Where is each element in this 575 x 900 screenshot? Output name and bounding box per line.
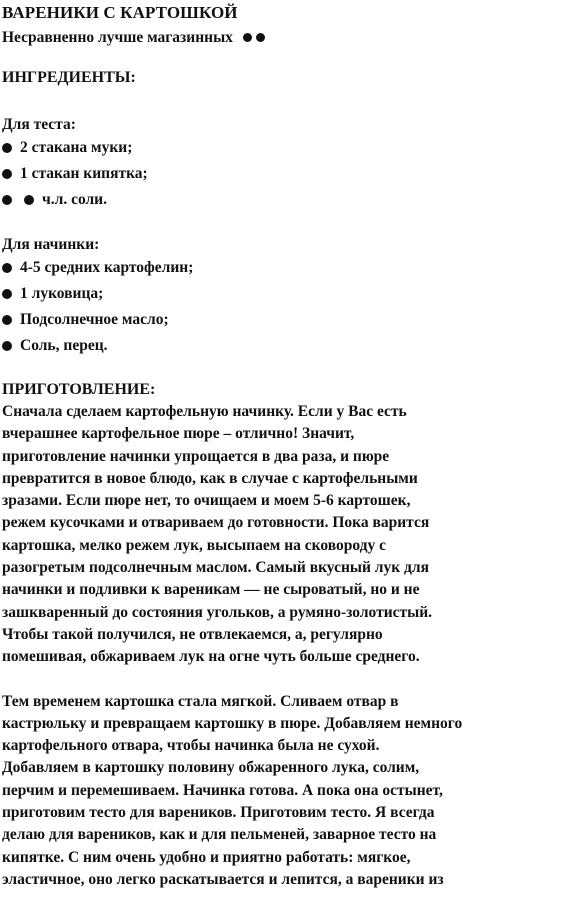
paragraph-line: помешивая, обжариваем лук на огне чуть больше среднего. — [2, 648, 420, 666]
list-item — [2, 333, 568, 359]
paragraph-line: Сначала сделаем картофельную начинку. Если у Вас есть — [2, 403, 407, 420]
list-item-text: Соль, перец. — [20, 337, 108, 354]
bullet-icon — [2, 289, 12, 299]
paragraph-line: превратится в новое блюдо, как в случае с картофельными — [2, 469, 418, 487]
paragraph-line: перчим и перемешиваем. Начинка готова. А пока она остынет, — [2, 781, 443, 799]
recipe-subtitle — [2, 27, 568, 49]
list-item-text: Подсолнечное масло; — [20, 311, 169, 328]
list-item — [2, 281, 568, 307]
preparation-heading: ПРИГОТОВЛЕНИЕ: — [2, 381, 156, 398]
dough-label: Для теста: — [2, 116, 76, 133]
paragraph-line: Тем временем картошка стала мягкой. Сливаем отвар в — [2, 692, 399, 710]
dough-ingredient-list — [2, 135, 568, 213]
paragraph-line: Чтобы такой получился, не отвлекаемся, а, регулярно — [2, 625, 383, 643]
recipe-title: ВАРЕНИКИ С КАРТОШКОЙ — [2, 3, 238, 22]
paragraph-line: делаю для вареников, как и для пельменей, заварное тесто на — [2, 826, 437, 844]
bullet-icon — [24, 195, 34, 205]
bullet-icon — [2, 169, 12, 179]
bullet-icon — [243, 33, 252, 42]
paragraph-line: картофельного отвара, чтобы начинка была не сухой. — [2, 737, 380, 755]
bullet-icon — [2, 195, 12, 205]
list-item — [2, 135, 568, 161]
list-item-text: 1 луковица; — [20, 285, 104, 302]
paragraph-line: вчерашнее картофельное пюре – отлично! Значит, — [2, 425, 355, 443]
paragraph-line: кипятке. С ним очень удобно и приятно работать: мягкое, — [2, 848, 411, 866]
preparation-paragraph-1 — [2, 401, 568, 669]
paragraph-line: приготовим тесто для вареников. Приготовим тесто. Я всегда — [2, 804, 435, 822]
paragraph-line: картошка, мелко режем лук, высыпаем на сковороду с — [2, 536, 387, 554]
recipe-document — [2, 2, 568, 891]
filling-ingredient-list — [2, 255, 568, 359]
list-item — [2, 255, 568, 281]
paragraph-line: начинки и подливки к вареникам — не сыроватый, но и не — [2, 581, 420, 599]
paragraph-line: разогретым подсолнечным маслом. Самый вкусный лук для — [2, 559, 429, 577]
paragraph-line: режем кусочками и отвариваем до готовности. Пока варится — [2, 514, 430, 532]
bullet-icon — [2, 341, 12, 351]
bullet-icon — [2, 263, 12, 273]
bullet-icon — [2, 315, 12, 325]
list-item-text: 2 стакана муки; — [20, 139, 133, 156]
preparation-paragraph-2 — [2, 691, 568, 892]
paragraph-line: приготовление начинки упрощается в два раза, и пюре — [2, 447, 390, 465]
list-item-text: 4-5 средних картофелин; — [20, 259, 194, 276]
filling-label: Для начинки: — [2, 236, 100, 253]
subtitle-text: Несравненно лучше магазинных — [2, 29, 233, 46]
paragraph-line: Добавляем в картошку половину обжаренного лука, солим, — [2, 759, 420, 777]
list-item — [2, 307, 568, 333]
paragraph-line: зашкваренный до состояния угольков, а румяно-золотистый. — [2, 603, 433, 621]
paragraph-line: зразами. Если пюре нет, то очищаем и моем 5-6 картошек, — [2, 492, 411, 510]
bullet-icon — [2, 143, 12, 153]
paragraph-line: кастрюльку и превращаем картошку в пюре. Добавляем немного — [2, 714, 463, 732]
list-item — [2, 161, 568, 187]
list-item — [2, 187, 568, 213]
list-item-text: ч.л. соли. — [42, 191, 107, 208]
ingredients-heading: ИНГРЕДИЕНТЫ: — [2, 69, 136, 86]
bullet-icon — [256, 33, 265, 42]
paragraph-line: эластичное, оно легко раскатывается и лепится, а вареники из — [2, 870, 444, 888]
list-item-text: 1 стакан кипятка; — [20, 165, 148, 182]
